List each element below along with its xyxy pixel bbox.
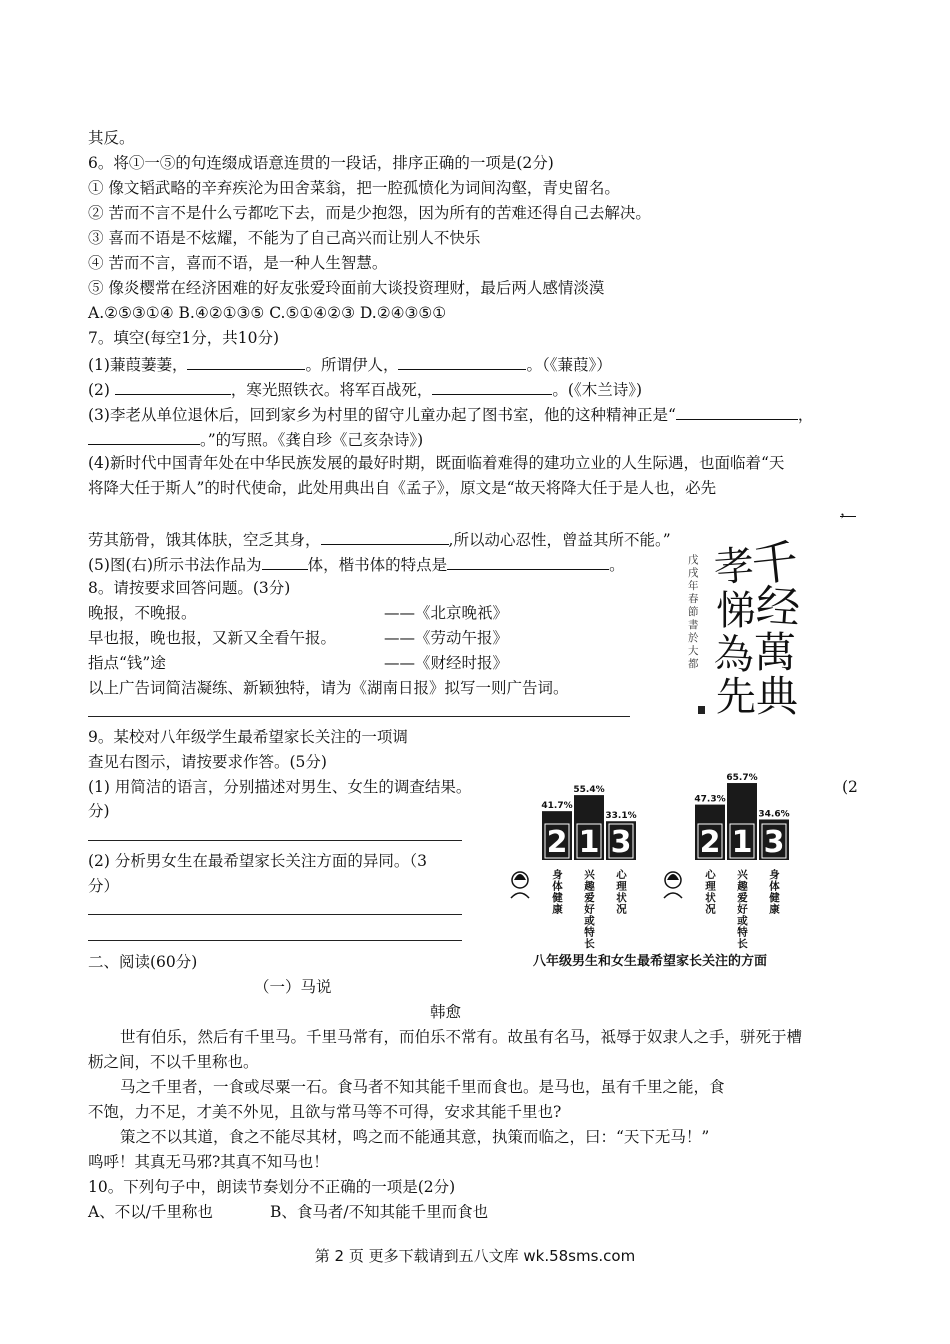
data-label: 33.1%	[605, 811, 637, 822]
text: 。	[609, 556, 625, 574]
category-label: 兴趣爱好或特长	[583, 869, 595, 950]
slogan: 指点“钱”途	[88, 654, 166, 672]
text-line: (2) 分析男女生在最希望家长关注方面的异同。（3	[88, 852, 427, 870]
category-label: 身体健康	[551, 869, 563, 915]
rank-number: 1	[578, 825, 600, 860]
calligraphy-char: 悌	[716, 588, 756, 634]
option-line: ① 像文韬武略的辛弃疾沦为田舍菜翁，把一腔孤愤化为词间沟壑，青史留名。	[88, 179, 620, 197]
answer-option: B、食马者/不知其能千里而食也	[270, 1203, 489, 1221]
text: 。（《蒹葭》）	[526, 356, 612, 374]
passage-line: 不饱，力不足，才美不外见，且欲与常马等不可得，安求其能千里也?	[88, 1103, 562, 1121]
slogan: 早也报，晚也报，又新又全看午报。	[88, 629, 337, 647]
rank-number: 2	[699, 825, 721, 860]
text-line: 查见右图示，请按要求作答。(5分)	[88, 753, 327, 771]
option-line: ③ 喜而不语是不炫耀，不能为了自己高兴而让别人不快乐	[88, 229, 481, 247]
calligraphy-char: 千	[749, 533, 801, 593]
category-label: 兴趣爱好或特长	[736, 869, 748, 950]
option-line: ⑤ 像炎樱常在经济困难的好友张爱玲面前大谈投资理财，最后两人感情淡漠	[88, 279, 605, 297]
text-line: 以上广告词简洁凝练、新颖独特，请为《湖南日报》拟写一则广告词。	[88, 679, 569, 697]
question-9: 9。某校对八年级学生最希望家长关注的一项调	[88, 728, 408, 746]
question-6: 6。将①一⑤的句连缀成语意连贯的一段话，排序正确的一项是(2分)	[88, 154, 554, 172]
text: ，	[840, 501, 856, 519]
survey-chart	[500, 740, 800, 975]
blank[interactable]	[676, 403, 798, 420]
text-line: (1) 用简洁的语言，分别描述对男生、女生的调查结果。	[88, 778, 472, 796]
text-line: (4)新时代中国青年处在中华民族发展的最好时期，既面临着难得的建功立业的人生际遇，也面临着“天	[88, 454, 785, 472]
blank[interactable]	[115, 378, 231, 395]
person-body-icon	[511, 893, 529, 898]
text-line	[88, 478, 716, 498]
text: 体，楷书体的特点是	[307, 556, 448, 574]
section-heading: 二、阅读(60分)	[88, 953, 198, 971]
calligraphy-char: 為	[712, 630, 756, 680]
category-label: 心理状况	[615, 869, 627, 915]
text: 。”的写照。《龚自珍《己亥杂诗》)	[200, 431, 424, 449]
data-label: 34.6%	[758, 809, 790, 820]
rank-number: 1	[731, 825, 753, 860]
text: 将降大任于斯人”的时代使命，此处用典出自《孟子》，原文是“故天将降大任于是人也，必先	[88, 479, 717, 497]
option-line: ④ 苦而不言，喜而不语，是一种人生智慧。	[88, 254, 388, 272]
calligraphy-image	[682, 533, 818, 722]
slogan-source: ——《劳动午报》	[384, 629, 509, 647]
category-label: 心理状况	[704, 869, 716, 915]
slogan-source: ——《北京晚祇》	[384, 604, 509, 622]
text-line: 分）	[88, 877, 120, 895]
blank[interactable]	[432, 378, 552, 395]
fill-line	[88, 528, 671, 550]
blank[interactable]	[321, 528, 449, 545]
calligraphy-inscription: 戊戌年春節書於大都	[688, 554, 699, 670]
person-body-icon	[664, 893, 682, 898]
question-8: 8。请按要求回答问题。(3分)	[88, 579, 291, 597]
text: 。(《木兰诗》)	[552, 381, 643, 399]
slogan-source: ——《财经时报》	[384, 654, 509, 672]
rank-number: 2	[546, 825, 568, 860]
text-line: (2	[842, 778, 858, 796]
fill-line	[88, 353, 612, 375]
blank[interactable]	[187, 353, 305, 370]
passage-author: 韩愈	[430, 1003, 462, 1021]
passage-line: 枥之间，不以千里称也。	[88, 1053, 259, 1071]
fill-line	[88, 403, 813, 425]
text: (2)	[88, 381, 115, 399]
answer-line[interactable]	[88, 840, 462, 841]
answer-line[interactable]	[88, 716, 630, 717]
rank-number: 3	[610, 825, 632, 860]
passage-line: 策之不以其道，食之不能尽其材，鸣之而不能通其意，执策而临之，曰：“天下无马！”	[120, 1128, 710, 1146]
person-hair-icon	[514, 874, 526, 880]
text: 劳其筋骨，饿其体肤，空乏其身，	[88, 531, 321, 549]
calligraphy-char: 经	[754, 580, 802, 635]
blank-comma[interactable]	[840, 500, 856, 520]
text: (1)蒹葭萋萋，	[88, 356, 188, 374]
calligraphy-char: 典	[756, 672, 799, 721]
calligraphy-char: 萬	[754, 628, 797, 677]
fill-line	[88, 428, 423, 450]
seal-stamp	[698, 706, 705, 714]
blank[interactable]	[447, 553, 609, 570]
passage-line: 马之千里者，一食或尽粟一石。食马者不知其能千里而食也。是马也，虽有千里之能，食	[120, 1078, 725, 1096]
passage-line: 鸣呼！其真无马邪?其真不知马也！	[88, 1153, 329, 1171]
question-10: 10。下列句子中，朗读节奏划分不正确的一项是(2分)	[88, 1178, 456, 1196]
person-hair-icon	[667, 874, 679, 880]
text: 。所谓伊人，	[305, 356, 399, 374]
data-label: 65.7%	[726, 773, 758, 784]
blank[interactable]	[262, 553, 308, 570]
fill-line	[88, 553, 625, 575]
text-line: 其反。	[88, 129, 135, 147]
text: (5)图(右)所示书法作品为	[88, 556, 262, 574]
calligraphy-char: 孝	[712, 542, 756, 592]
data-label: 47.3%	[694, 794, 726, 805]
chart-title: 八年级男生和女生最希望家长关注的方面	[532, 954, 768, 969]
answer-line[interactable]	[88, 940, 462, 941]
rank-number: 3	[763, 825, 785, 860]
question-7: 7。填空(每空1分，共10分)	[88, 329, 280, 347]
passage-line: 世有伯乐，然后有千里马。千里马常有，而伯乐不常有。故虽有名马，祗辱于奴隶人之手，骈死于槽	[120, 1028, 803, 1046]
answer-choices: A.②⑤③①④ B.④②①③⑤ C.⑤①④②③ D.②④③⑤①	[88, 304, 447, 322]
text: ，寒光照铁衣。将军百战死，	[230, 381, 433, 399]
category-label: 身体健康	[768, 869, 780, 915]
option-line: ② 苦而不言不是什么亏都吃下去，而是少抱怨，因为所有的苦难还得自己去解决。	[88, 204, 651, 222]
passage-title: （一）马说	[254, 978, 332, 996]
data-label: 55.4%	[573, 785, 605, 796]
blank[interactable]	[398, 353, 526, 370]
text-line: 分)	[88, 802, 110, 820]
page-footer: 第 2 页 更多下载请到五八文库 wk.58sms.com	[314, 1247, 636, 1265]
text: ，	[797, 406, 814, 424]
answer-line[interactable]	[88, 914, 462, 915]
text: ,所以动心忍性，曾益其所不能。”	[448, 531, 671, 549]
data-label: 41.7%	[541, 801, 573, 812]
fill-line	[88, 378, 642, 400]
blank[interactable]	[88, 428, 200, 445]
answer-option: A、不以/千里称也	[88, 1203, 213, 1221]
text: (3)李老从单位退休后，回到家乡为村里的留守儿童办起了图书室，他的这种精神正是“	[88, 406, 676, 424]
slogan: 晚报，不晚报。	[88, 604, 197, 622]
calligraphy-char: 先	[716, 674, 756, 720]
